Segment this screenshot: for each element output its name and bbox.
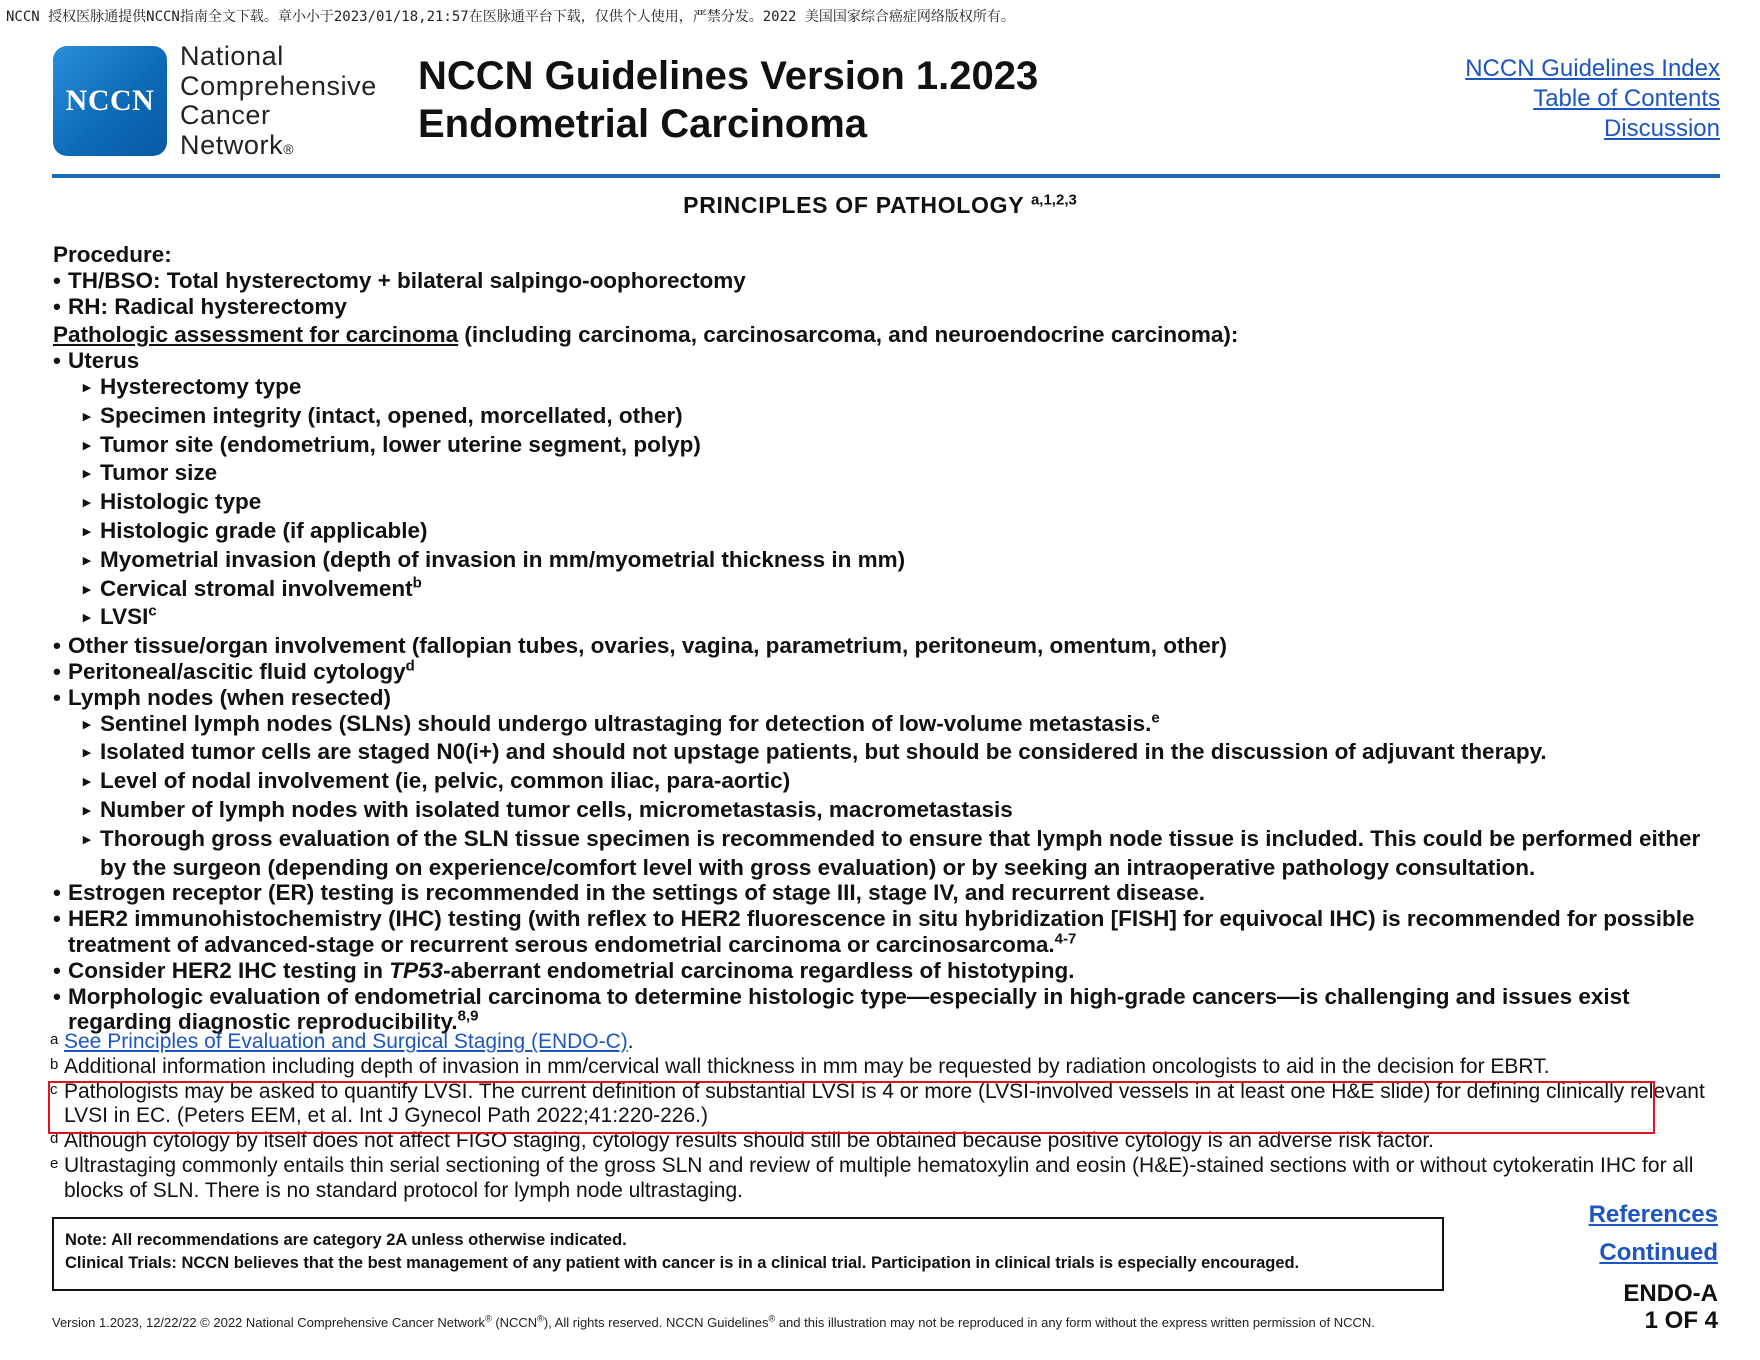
footnote-e: e Ultrastaging commonly entails thin serial sectioning of the gross SLN and review of multiple hematoxylin and eosin (H&E)-stained sections with or without cytokeratin IHC for all blocks of SLN. There is no standard protocol for lymph node ultrastaging. bbox=[50, 1153, 1694, 1202]
section-title: PRINCIPLES OF PATHOLOGY $^{a,1,2,3}$ bbox=[683, 191, 1077, 218]
list-subitem: ▸ Level of nodal involvement (ie, pelvic, common iliac, para-aortic) bbox=[83, 768, 791, 794]
note-box: Note: All recommendations are category 2A unless otherwise indicated. Clinical Trials: NCCN believes that the best management of any patient with cancer is in a clinical trial. Participation in clinical trials is especially encouraged. bbox=[52, 1217, 1444, 1291]
page-title: NCCN Guidelines Version 1.2023 Endometrial Carcinoma bbox=[418, 54, 1039, 146]
nccn-logo bbox=[53, 46, 167, 156]
table-of-contents-link[interactable]: Table of Contents bbox=[1533, 85, 1720, 112]
list-subitem: ▸ Tumor site (endometrium, lower uterine segment, polyp) bbox=[83, 431, 701, 457]
triangle-bullet-icon: ▸ bbox=[83, 773, 91, 791]
list-item: • Peritoneal/ascitic fluid cytology$^d$ bbox=[53, 657, 415, 684]
triangle-bullet-icon: ▸ bbox=[83, 378, 91, 396]
nav-links bbox=[1465, 54, 1720, 144]
list-item: • Consider HER2 IHC testing in TP53-aberrant endometrial carcinoma regardless of histotyping. bbox=[53, 957, 1075, 983]
list-subitem: ▸ Sentinel lymph nodes (SLNs) should undergo ultrastaging for detection of low-volume metastasis.$^e$ bbox=[83, 709, 1160, 736]
triangle-bullet-icon: ▸ bbox=[83, 494, 91, 512]
assessment-heading: Pathologic assessment for carcinoma (including carcinoma, carcinosarcoma, and neuroendocrine carcinoma): bbox=[53, 322, 1239, 348]
list-subitem: ▸ Specimen integrity (intact, opened, morcellated, other) bbox=[83, 402, 683, 428]
triangle-bullet-icon: ▸ bbox=[83, 522, 91, 540]
list-item: • RH: Radical hysterectomy bbox=[53, 293, 347, 319]
list-subitem: ▸ Thorough gross evaluation of the SLN tissue specimen is recommended to ensure that lymph node tissue is included. This could be performed either by the surgeon (depending on experience/comfort level with gross evaluation) or by seeking an intraoperative pathology consultation. bbox=[83, 825, 1701, 880]
list-subitem: ▸ Myometrial invasion (depth of invasion in mm/myometrial thickness in mm) bbox=[83, 546, 906, 572]
pathology-content bbox=[53, 242, 1723, 1035]
list-subitem: ▸ Number of lymph nodes with isolated tumor cells, micrometastasis, macrometastasis bbox=[83, 796, 1013, 822]
endo-c-link[interactable]: See Principles of Evaluation and Surgical Staging (ENDO-C) bbox=[64, 1030, 628, 1053]
list-item: • TH/BSO: Total hysterectomy + bilateral salpingo-oophorectomy bbox=[53, 267, 746, 293]
triangle-bullet-icon: ▸ bbox=[83, 436, 91, 454]
list-item: • Estrogen receptor (ER) testing is recommended in the settings of stage III, stage IV, and recurrent disease. bbox=[53, 880, 1205, 906]
triangle-bullet-icon: ▸ bbox=[83, 715, 91, 733]
logo-mark: NCCN bbox=[65, 84, 155, 117]
download-watermark: NCCN 授权医脉通提供NCCN指南全文下载。章小小于2023/01/18,21:57在医脉通平台下载，仅供个人使用，严禁分发。2022 美国国家综合癌症网络版权所有。 bbox=[6, 9, 1015, 25]
list-subitem: ▸ Isolated tumor cells are staged N0(i+) and should not upstage patients, but should be considered in the discussion of adjuvant therapy. bbox=[83, 739, 1547, 765]
footnote-a: a See Principles of Evaluation and Surgical Staging (ENDO-C). bbox=[50, 1030, 634, 1053]
triangle-bullet-icon: ▸ bbox=[83, 551, 91, 569]
list-subitem: ▸ Histologic grade (if applicable) bbox=[83, 517, 428, 543]
footnote-d: d Although cytology by itself does not affect FIGO staging, cytology results should still be obtained because positive cytology is an adverse risk factor. bbox=[50, 1129, 1435, 1153]
version-copyright: Version 1.2023, 12/22/22 © 2022 National Comprehensive Cancer Network® (NCCN®), All rights reserved. NCCN Guidelines® and this illustration may not be reproduced in any form without the express written permission of NCCN. bbox=[52, 1313, 1375, 1330]
footnote-b: b Additional information including depth of invasion in mm/cervical wall thickness in mm may be requested by radiation oncologists to aid in the decision for EBRT. bbox=[50, 1054, 1550, 1078]
list-subitem: ▸ Tumor size bbox=[83, 460, 218, 486]
highlight-box bbox=[48, 1081, 1655, 1134]
list-subitem: ▸ Hysterectomy type bbox=[83, 373, 302, 399]
triangle-bullet-icon: ▸ bbox=[83, 744, 91, 762]
list-item: • HER2 immunohistochemistry (IHC) testing (with reflex to HER2 fluorescence in situ hybridization [FISH] for equivocal IHC) is recommended for possible treatment of advanced-stage or recurrent serous endometrial carcinoma or carcinosarcoma.$^{4-7}$ bbox=[53, 906, 1695, 957]
side-links bbox=[1589, 1196, 1718, 1272]
list-subitem: ▸ Histologic type bbox=[83, 489, 262, 515]
procedure-heading: Procedure: bbox=[53, 242, 172, 267]
list-subitem: ▸ LVSI$^c$ bbox=[83, 602, 157, 630]
triangle-bullet-icon: ▸ bbox=[83, 580, 91, 598]
list-item-uterus: • Uterus bbox=[53, 348, 140, 374]
triangle-bullet-icon: ▸ bbox=[83, 830, 91, 848]
footnote-c: c Pathologists may be asked to quantify LVSI. The current definition of substantial LVSI is 4 or more (LVSI-involved vessels in at least one H&E slide) for defining clinically relevant LVSI in EC. (Peters EEM, et al. Int J Gynecol Path 2022;41:220-226.) bbox=[50, 1079, 1705, 1128]
header-divider bbox=[52, 174, 1720, 178]
page-identifier: ENDO-A 1 OF 4 bbox=[1623, 1280, 1718, 1334]
list-item: • Morphologic evaluation of endometrial carcinoma to determine histologic type—especially in high-grade cancers—is challenging and issues exist regarding diagnostic reproducibility.$^{8,9}$ bbox=[53, 983, 1630, 1035]
continued-link[interactable]: Continued bbox=[1599, 1239, 1718, 1266]
list-subitem: ▸ Cervical stromal involvement$^b$ bbox=[83, 574, 422, 601]
references-link[interactable]: References bbox=[1588, 1201, 1718, 1228]
guidelines-index-link[interactable]: NCCN Guidelines Index bbox=[1465, 55, 1720, 82]
discussion-link[interactable]: Discussion bbox=[1603, 115, 1720, 142]
triangle-bullet-icon: ▸ bbox=[83, 407, 91, 425]
triangle-bullet-icon: ▸ bbox=[83, 801, 91, 819]
triangle-bullet-icon: ▸ bbox=[83, 609, 91, 627]
organization-name: National Comprehensive Cancer Network® bbox=[180, 41, 377, 160]
list-item: • Other tissue/organ involvement (fallopian tubes, ovaries, vagina, parametrium, peritoneum, omentum, other) bbox=[53, 633, 1227, 659]
list-item-lymph-nodes: • Lymph nodes (when resected) bbox=[53, 684, 391, 710]
triangle-bullet-icon: ▸ bbox=[83, 465, 91, 483]
